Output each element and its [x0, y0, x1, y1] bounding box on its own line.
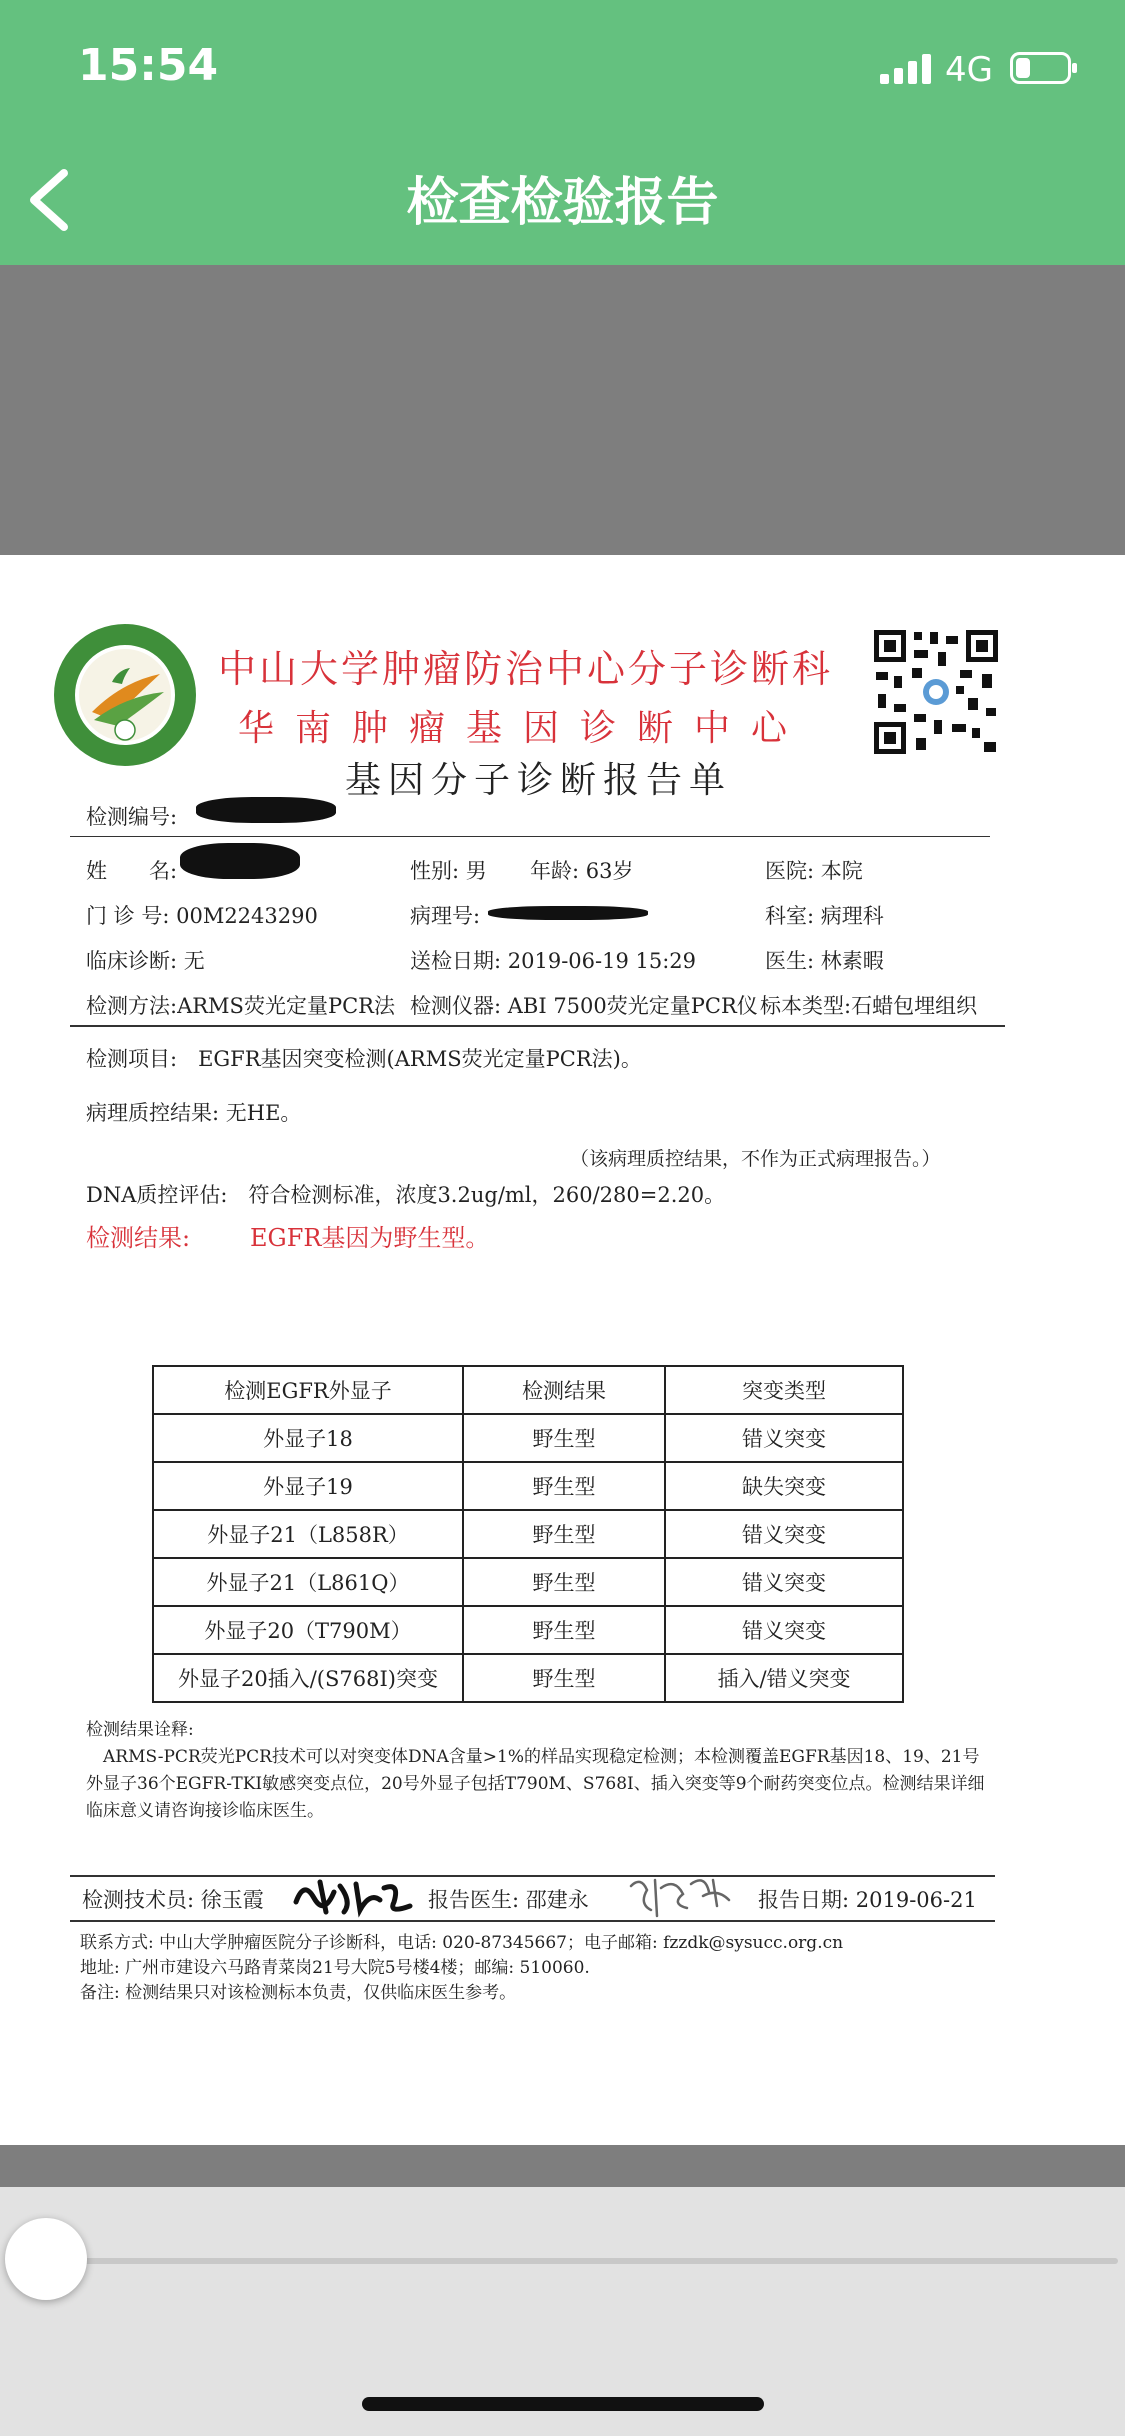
qc-result: 病理质控结果: 无HE。: [86, 1101, 302, 1125]
address-info: 地址: 广州市建设六马路青菜岗21号大院5号楼4楼；邮编: 510060.: [80, 1958, 590, 1978]
test-number-label: 检测编号:: [86, 805, 178, 829]
viewer-background: [0, 265, 1125, 555]
exon-cell: 外显子20插入/(S768I)突变: [153, 1654, 463, 1702]
hospital-logo-icon: [52, 622, 198, 768]
mutation-type-cell: 错义突变: [665, 1414, 903, 1462]
result-cell: 野生型: [463, 1462, 665, 1510]
qc-note: （该病理质控结果，不作为正式病理报告。）: [570, 1148, 941, 1170]
table-header-row: [153, 1366, 903, 1414]
result-cell: 野生型: [463, 1414, 665, 1462]
remark-info: 备注: 检测结果只对该检测标本负责，仅供临床医生参考。: [80, 1983, 517, 2003]
table-row: [153, 1654, 903, 1702]
viewer-background: [0, 2145, 1125, 2187]
divider: [70, 1920, 995, 1922]
page-title: 检查检验报告: [406, 173, 719, 233]
exon-cell: 外显子19: [153, 1462, 463, 1510]
instrument-field: 检测仪器: ABI 7500荧光定量PCR仪: [410, 994, 758, 1018]
mutation-type-cell: 错义突变: [665, 1510, 903, 1558]
exon-table: [152, 1365, 904, 1703]
redacted-name: [180, 843, 300, 879]
table-header: 检测结果: [463, 1366, 665, 1414]
result-value: EGFR基因为野生型。: [250, 1224, 490, 1252]
hospital-name: 中山大学肿瘤防治中心分子诊断科: [218, 647, 834, 691]
result-label: 检测结果:: [86, 1224, 191, 1252]
exon-cell: 外显子21（L858R）: [153, 1510, 463, 1558]
report-title: 基因分子诊断报告单: [345, 760, 733, 801]
mutation-type-cell: 错义突变: [665, 1558, 903, 1606]
outpatient-field: 门 诊 号: 00M2243290: [86, 904, 318, 928]
report-doctor-field: 报告医生: 邵建永: [428, 1888, 589, 1912]
mutation-type-cell: 插入/错义突变: [665, 1654, 903, 1702]
note-title: 检测结果诠释:: [86, 1720, 194, 1740]
technician-field: 检测技术员: 徐玉霞: [82, 1888, 264, 1912]
mutation-type-cell: 错义突变: [665, 1606, 903, 1654]
name-label: 姓 名:: [86, 859, 178, 883]
status-time: 15:54: [78, 40, 219, 91]
doctor-signature-icon: [625, 1870, 740, 1922]
technician-signature-icon: [290, 1872, 420, 1920]
zoom-slider-knob[interactable]: [5, 2218, 87, 2300]
contact-info: 联系方式: 中山大学肿瘤医院分子诊断科，电话: 020-87345667；电子邮箱: fzzdk@sysucc.org.cn: [80, 1933, 844, 1953]
redacted-test-number: [196, 797, 336, 823]
exon-cell: 外显子20（T790M）: [153, 1606, 463, 1654]
divider: [70, 836, 990, 837]
divider: [70, 1025, 1005, 1027]
exon-cell: 外显子18: [153, 1414, 463, 1462]
table-header: 检测EGFR外显子: [153, 1366, 463, 1414]
result-cell: 野生型: [463, 1558, 665, 1606]
table-row: [153, 1558, 903, 1606]
exon-cell: 外显子21（L861Q）: [153, 1558, 463, 1606]
clinical-diagnosis-field: 临床诊断: 无: [86, 949, 205, 973]
zoom-slider-track[interactable]: [58, 2258, 1118, 2264]
result-cell: 野生型: [463, 1510, 665, 1558]
table-row: [153, 1462, 903, 1510]
table-row: [153, 1414, 903, 1462]
pathology-no-label: 病理号:: [410, 904, 481, 928]
signal-icon: [880, 54, 936, 84]
report-date-field: 报告日期: 2019-06-21: [758, 1888, 977, 1912]
hospital-field: 医院: 本院: [765, 859, 863, 883]
result-cell: 野生型: [463, 1606, 665, 1654]
home-indicator[interactable]: [362, 2397, 764, 2411]
redacted-pathology-no: [488, 906, 648, 920]
sent-date-field: 送检日期: 2019-06-19 15:29: [410, 949, 697, 973]
sample-type-field: 标本类型:石蜡包埋组织: [760, 994, 978, 1018]
table-row: [153, 1510, 903, 1558]
divider: [70, 1875, 995, 1877]
battery-icon: [1010, 52, 1078, 84]
test-item: 检测项目: EGFR基因突变检测(ARMS荧光定量PCR法)。: [86, 1047, 642, 1071]
method-field: 检测方法:ARMS荧光定量PCR法: [86, 994, 395, 1018]
qr-code-icon: [872, 628, 1000, 756]
gender-field: 性别: 男: [410, 859, 487, 883]
table-row: [153, 1606, 903, 1654]
mutation-type-cell: 缺失突变: [665, 1462, 903, 1510]
note-body: ARMS-PCR荧光PCR技术可以对突变体DNA含量>1%的样品实现稳定检测；本检测覆盖EGFR基因18、19、21号外显子36个EGFR-TKI敏感突变点位，20号外显子包括T790M、S768I、插入突变等9个耐药突变位点。检测结果详细临床意义请咨询接诊临床医生。: [86, 1747, 985, 1821]
result-cell: 野生型: [463, 1654, 665, 1702]
department-field: 科室: 病理科: [765, 904, 884, 928]
dna-qc: DNA质控评估: 符合检测标准，浓度3.2ug/ml，260/280=2.20。: [86, 1183, 726, 1207]
age-field: 年龄: 63岁: [530, 859, 634, 883]
center-name: 华南肿瘤基因诊断中心: [238, 708, 809, 749]
network-type: 4G: [945, 50, 993, 90]
table-header: 突变类型: [665, 1366, 903, 1414]
result-interpretation: [86, 1717, 986, 1825]
contact-block: [80, 1931, 1040, 2006]
doctor-field: 医生: 林素暇: [765, 949, 884, 973]
